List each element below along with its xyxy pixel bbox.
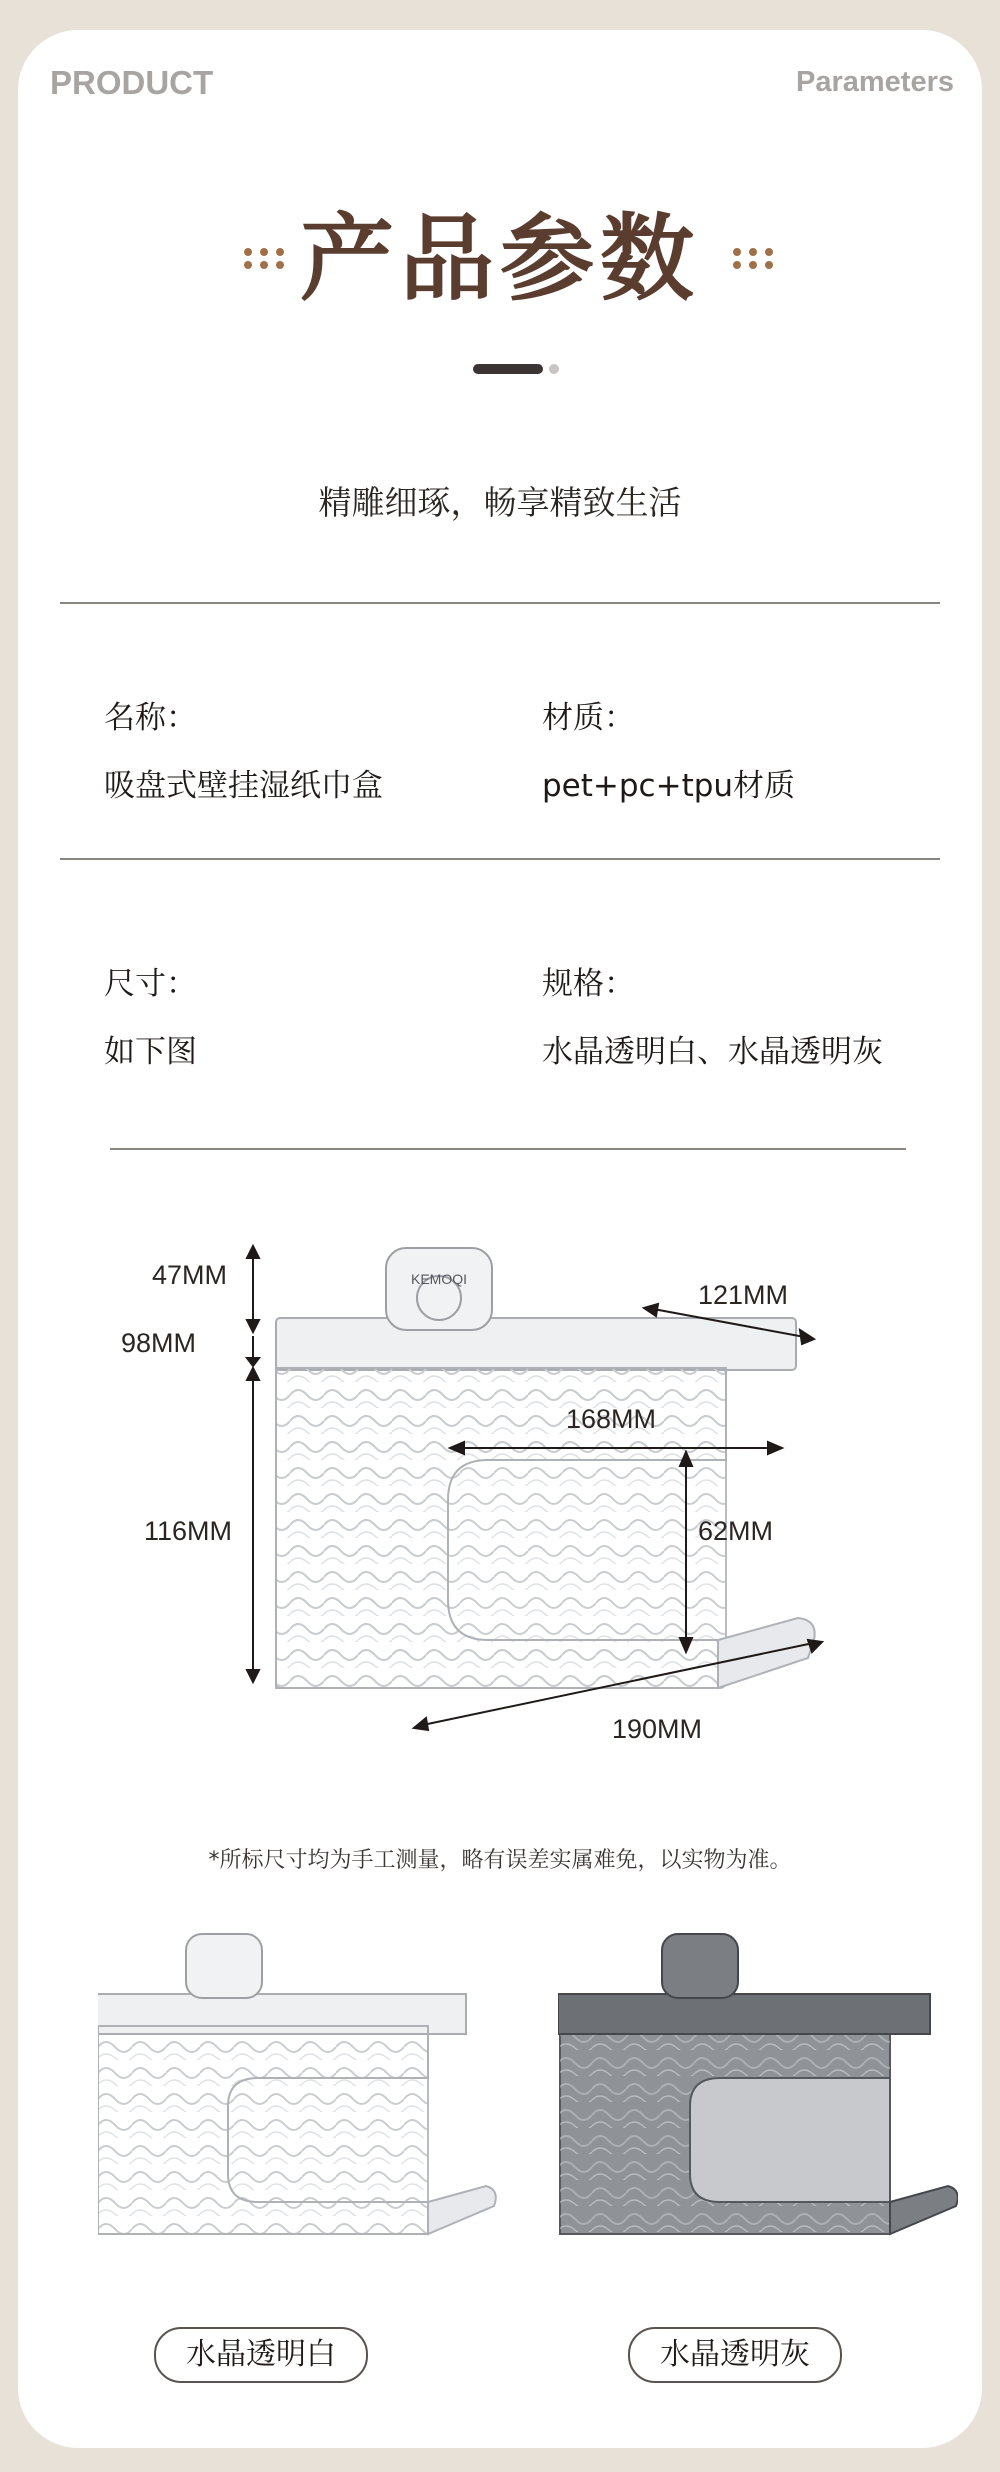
material-label: 材质： [542,700,635,736]
material-value: pet+pc+tpu材质 [542,768,796,804]
dim-top-label: 47MM [152,1260,228,1290]
dim-depth-label: 121MM [698,1280,789,1310]
dim-opening-label: 62MM [698,1516,774,1546]
divider [60,602,940,604]
tissue-box-illustration [276,1248,815,1688]
brand-text: KEMOQI [410,1271,468,1287]
header-parameters-label: Parameters [796,66,954,98]
divider [60,858,940,860]
header-product-label: PRODUCT [50,64,214,101]
variant-gray-image [558,1920,958,2260]
dim-lid-label: 98MM [120,1328,196,1358]
name-label: 名称： [104,700,197,736]
content-card [18,30,982,2448]
variant-white-image [98,1930,498,2260]
divider [110,1148,906,1150]
size-label: 尺寸： [104,966,197,1002]
right-dots-ornament [733,248,777,278]
subtitle: 精雕细琢，畅享精致生活 [318,483,682,522]
name-value: 吸盘式壁挂湿纸巾盒 [104,768,383,804]
dimension-diagram [18,1200,982,1760]
dim-height-label: 116MM [143,1516,232,1546]
variant-white-button[interactable]: 水晶透明白 [154,2327,368,2383]
spec-label: 规格： [542,966,635,1002]
measurement-note: *所标尺寸均为手工测量，略有误差实属难免，以实物为准。 [208,1848,792,1873]
spec-value: 水晶透明白、水晶透明灰 [542,1034,883,1070]
dim-width-label: 190MM [612,1714,703,1744]
size-value: 如下图 [104,1034,197,1070]
variant-gray-button[interactable]: 水晶透明灰 [628,2327,842,2383]
dim-inner-width-label: 168MM [566,1404,657,1434]
page-indicator-active [473,364,543,374]
page-title: 产品参数 [299,205,700,314]
page-indicator-dot [549,364,559,374]
